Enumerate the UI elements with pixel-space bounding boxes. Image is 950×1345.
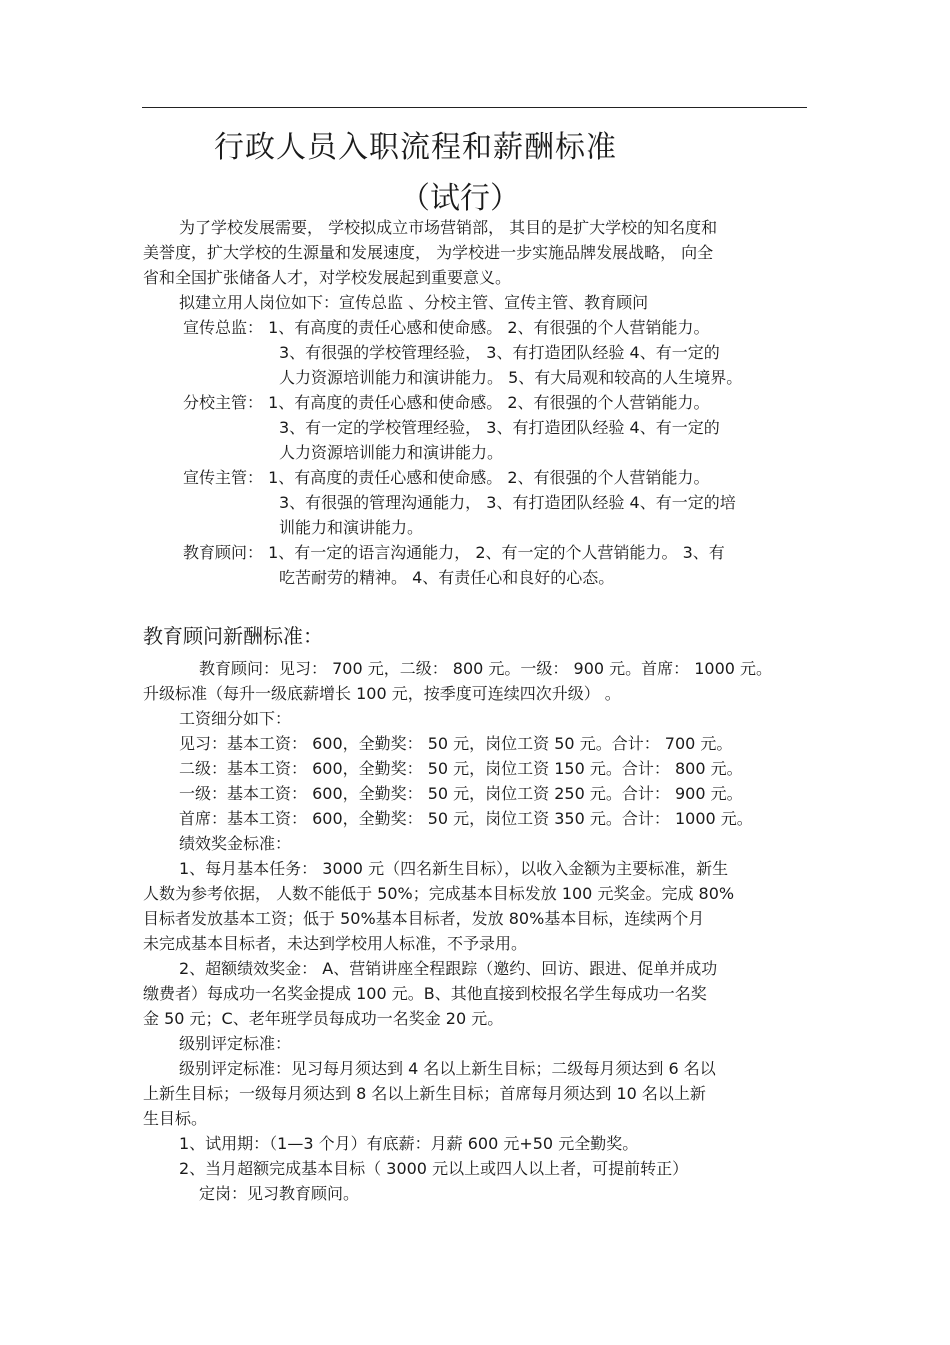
breakdown-row: 二级：基本工资： 600，全勤奖： 50 元，岗位工资 150 元。合计： 800 元。 <box>179 759 743 778</box>
bonus-1-line: 目标者发放基本工资；低于 50%基本目标者，发放 80%基本目标，连续两个月 <box>143 909 705 928</box>
role-consultant: 教育顾问： 1、有一定的语言沟通能力， 2、有一定的个人营销能力。 3、有 <box>183 543 725 562</box>
level-line: 级别评定标准：见习每月须达到 4 名以上新生目标；二级每月须达到 6 名以 <box>179 1059 716 1078</box>
bonus-1-line: 未完成基本目标者，未达到学校用人标准，不予录用。 <box>143 934 528 953</box>
bonus-2-line: 2、超额绩效奖金： A、营销讲座全程跟踪（邀约、回访、跟进、促单并成功 <box>179 959 718 978</box>
positions-line: 拟建立用人岗位如下：宣传总监 、分校主管、宣传主管、教育顾问 <box>179 293 649 312</box>
intro-line: 美誉度，扩大学校的生源量和发展速度， 为学校进一步实施品牌发展战略， 向全 <box>143 243 714 262</box>
role-promo-manager: 宣传主管： 1、有高度的责任心感和使命感。 2、有很强的个人营销能力。 <box>183 468 710 487</box>
role-director: 宣传总监： 1、有高度的责任心感和使命感。 2、有很强的个人营销能力。 <box>183 318 710 337</box>
bonus-2-line: 缴费者）每成功一名奖金提成 100 元。B、其他直接到校报名学生每成功一名奖 <box>143 984 707 1003</box>
placement-line: 定岗：见习教育顾问。 <box>199 1184 360 1203</box>
trial-line: 2、当月超额完成基本目标（ 3000 元以上或四人以上者，可提前转正） <box>179 1159 689 1178</box>
level-line: 生目标。 <box>143 1109 208 1128</box>
breakdown-heading: 工资细分如下： <box>179 709 292 728</box>
role-director-detail: 人力资源培训能力和演讲能力。 5、有大局观和较高的人生境界。 <box>279 368 743 387</box>
role-promo-manager-detail: 训能力和演讲能力。 <box>279 518 424 537</box>
breakdown-row: 首席：基本工资： 600，全勤奖： 50 元，岗位工资 350 元。合计： 1000 元。 <box>179 809 753 828</box>
breakdown-row: 见习：基本工资： 600，全勤奖： 50 元，岗位工资 50 元。合计： 700 元。 <box>179 734 733 753</box>
bonus-2-line: 金 50 元；C、老年班学员每成功一名奖金 20 元。 <box>143 1009 504 1028</box>
intro-line: 为了学校发展需要， 学校拟成立市场营销部， 其目的是扩大学校的知名度和 <box>179 218 718 237</box>
salary-intro-line: 升级标准（每升一级底薪增长 100 元，按季度可连续四次升级） 。 <box>143 684 621 703</box>
bonus-heading: 绩效奖金标准： <box>179 834 292 853</box>
salary-intro-line: 教育顾问：见习： 700 元，二级： 800 元。一级： 900 元。首席： 1000 元。 <box>199 659 773 678</box>
role-consultant-detail: 吃苦耐劳的精神。 4、有责任心和良好的心态。 <box>279 568 615 587</box>
document-subtitle: （试行） <box>400 181 520 216</box>
bonus-1-line: 人数为参考依据， 人数不能低于 50%；完成基本目标发放 100 元奖金。完成 80% <box>143 884 735 903</box>
header-rule <box>142 107 807 108</box>
role-promo-manager-detail: 3、有很强的管理沟通能力， 3、有打造团队经验 4、有一定的培 <box>279 493 736 512</box>
document-title: 行政人员入职流程和薪酬标准 <box>214 130 617 165</box>
role-branch-manager-detail: 3、有一定的学校管理经验， 3、有打造团队经验 4、有一定的 <box>279 418 720 437</box>
level-line: 上新生目标；一级每月须达到 8 名以上新生目标；首席每月须达到 10 名以上新 <box>143 1084 706 1103</box>
role-branch-manager: 分校主管： 1、有高度的责任心感和使命感。 2、有很强的个人营销能力。 <box>183 393 710 412</box>
level-heading: 级别评定标准： <box>179 1034 292 1053</box>
role-branch-manager-detail: 人力资源培训能力和演讲能力。 <box>279 443 504 462</box>
intro-line: 省和全国扩张储备人才，对学校发展起到重要意义。 <box>143 268 512 287</box>
role-director-detail: 3、有很强的学校管理经验， 3、有打造团队经验 4、有一定的 <box>279 343 720 362</box>
bonus-1-line: 1、每月基本任务： 3000 元（四名新生目标），以收入金额为主要标准，新生 <box>179 859 729 878</box>
document-body <box>143 215 811 1206</box>
trial-line: 1、试用期：（1—3 个月）有底薪：月薪 600 元+50 元全勤奖。 <box>179 1134 639 1153</box>
breakdown-row: 一级：基本工资： 600，全勤奖： 50 元，岗位工资 250 元。合计： 900 元。 <box>179 784 743 803</box>
salary-heading: 教育顾问新酬标准： <box>143 624 323 648</box>
